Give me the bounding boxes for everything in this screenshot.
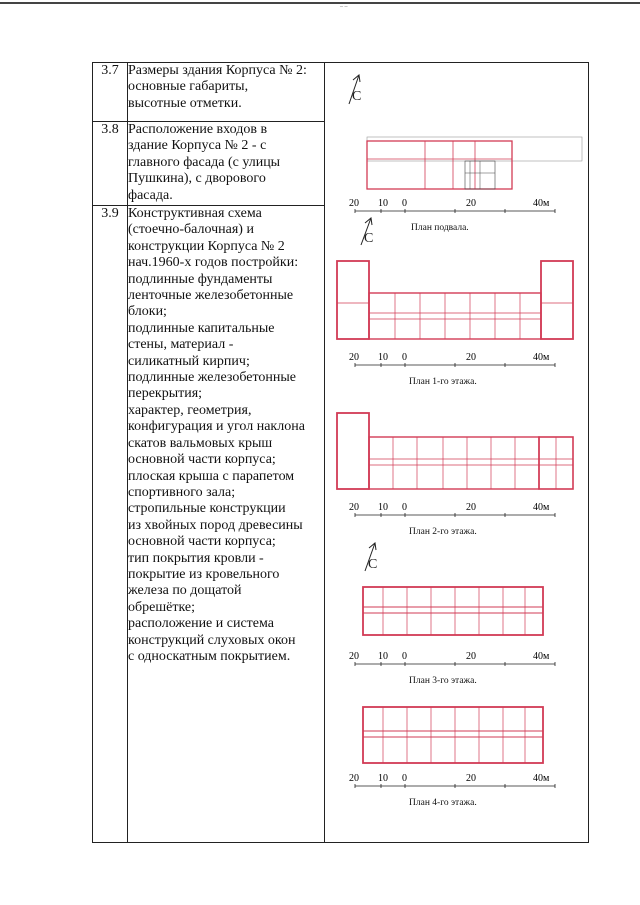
scale-label: 20: [466, 651, 476, 662]
text-line: тип покрытия кровли -: [128, 550, 264, 566]
page-number: – –: [340, 4, 348, 10]
text-line: стропильные конструкции: [128, 501, 286, 517]
svg-text:C: C: [352, 89, 362, 104]
text-line: железа по дощатой: [128, 583, 242, 599]
text-line: фасада.: [128, 187, 173, 203]
row-text: [128, 122, 325, 206]
plan-caption: План 2-го этажа.: [409, 527, 477, 537]
floor-plans-drawing: [325, 63, 588, 844]
text-line: силикатный кирпич;: [128, 353, 250, 369]
text-line: (стоечно-балочная) и: [128, 222, 254, 238]
text-line: с односкатным покрытием.: [128, 648, 291, 664]
scale-label: 0: [402, 502, 407, 513]
floor-3-plan: [363, 587, 543, 635]
scale-label: 0: [402, 352, 407, 363]
plan-caption: План подвала.: [411, 223, 469, 233]
north-arrow-icon: [361, 218, 373, 246]
text-line: основной части корпуса;: [128, 452, 276, 468]
row-number: 3.7: [93, 63, 128, 122]
scale-label: 40м: [533, 773, 550, 784]
floor-1-plan: [337, 261, 573, 339]
text-line: покрытие из кровельного: [128, 566, 280, 582]
text-line: главного фасада (с улицы: [128, 154, 281, 170]
text-line: высотные отметки.: [128, 95, 242, 111]
scale-label: 0: [402, 198, 407, 209]
scale-label: 40м: [533, 651, 550, 662]
scale-label: 20: [349, 502, 359, 513]
svg-text:C: C: [364, 231, 374, 246]
floor-2-plan: [337, 413, 573, 489]
scale-label: 10: [378, 352, 388, 363]
text-line: перекрытия;: [128, 386, 203, 402]
scale-label: 20: [466, 773, 476, 784]
text-line: подлинные железобетонные: [128, 370, 297, 386]
plan-caption: План 4-го этажа.: [409, 798, 477, 808]
table-row: [93, 63, 589, 122]
text-line: Размеры здания Корпуса № 2:: [128, 63, 307, 78]
text-line: блоки;: [128, 304, 167, 320]
row-text: [128, 63, 325, 122]
scale-label: 0: [402, 651, 407, 662]
scale-bar: [355, 662, 555, 666]
scale-label: 10: [378, 502, 388, 513]
north-arrow-icon: [365, 543, 377, 572]
text-line: конструкций слуховых окон: [128, 632, 296, 648]
scale-label: 40м: [533, 352, 550, 363]
text-line: Конструктивная схема: [128, 206, 262, 221]
text-line: подлинные капитальные: [128, 320, 275, 336]
scale-label: 10: [378, 651, 388, 662]
svg-text:C: C: [368, 557, 378, 572]
plans-cell: [325, 63, 589, 843]
text-line: стены, материал -: [128, 337, 234, 353]
scale-label: 40м: [533, 502, 550, 513]
text-line: характер, геометрия,: [128, 402, 252, 418]
text-line: обрешётке;: [128, 599, 196, 615]
scale-bar: [355, 209, 555, 213]
scale-bar: [355, 784, 555, 788]
scale-bar: [355, 513, 555, 517]
text-line: спортивного зала;: [128, 484, 236, 500]
text-line: Пушкина), с дворового: [128, 171, 266, 187]
text-line: ленточные железобетонные: [128, 288, 294, 304]
text-line: расположение и система: [128, 616, 274, 632]
text-line: основной части корпуса;: [128, 534, 276, 550]
text-line: основные габариты,: [128, 79, 249, 95]
text-line: Расположение входов в: [128, 122, 268, 137]
basement-plan: [367, 137, 582, 189]
scale-label: 40м: [533, 198, 550, 209]
scale-label: 10: [378, 198, 388, 209]
north-arrow-icon: [349, 75, 361, 104]
scale-label: 20: [349, 198, 359, 209]
plan-caption: План 3-го этажа.: [409, 676, 477, 686]
properties-table: [92, 62, 589, 843]
scale-label: 20: [349, 352, 359, 363]
scale-bar: [355, 363, 555, 367]
scale-label: 0: [402, 773, 407, 784]
row-number: 3.9: [93, 206, 128, 843]
scale-label: 20: [466, 198, 476, 209]
text-line: конструкции Корпуса № 2: [128, 238, 285, 254]
text-line: конфигурация и угол наклона: [128, 419, 305, 435]
text-line: скатов вальмовых крыш: [128, 435, 273, 451]
scale-label: 20: [349, 651, 359, 662]
scale-label: 20: [466, 352, 476, 363]
plan-caption: План 1-го этажа.: [409, 377, 477, 387]
scale-label: 20: [466, 502, 476, 513]
scale-label: 20: [349, 773, 359, 784]
scale-label: 10: [378, 773, 388, 784]
text-line: плоская крыша с парапетом: [128, 468, 295, 484]
floor-4-plan: [363, 707, 543, 763]
text-line: здание Корпуса № 2 - с: [128, 138, 267, 154]
page-top-rule: [0, 2, 640, 4]
text-line: нач.1960-х годов постройки:: [128, 255, 299, 271]
text-line: подлинные фундаменты: [128, 271, 273, 287]
row-text: [128, 206, 325, 843]
text-line: из хвойных пород древесины: [128, 517, 303, 533]
row-number: 3.8: [93, 122, 128, 206]
